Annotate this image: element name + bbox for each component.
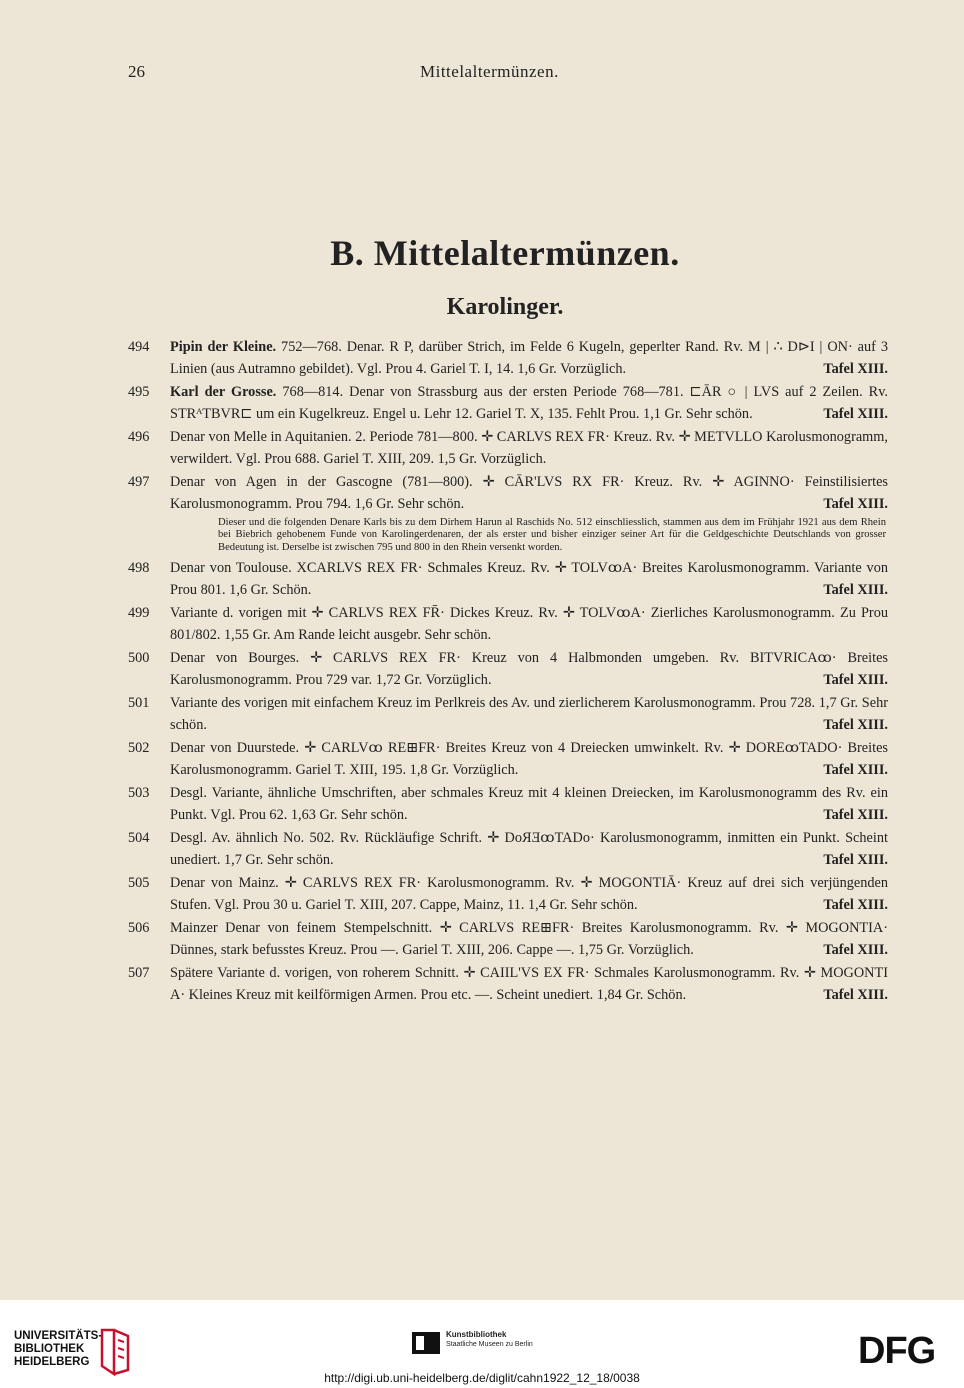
entry-text: Denar von Toulouse. XCARLVS REX FR· Schmales Kreuz. Rv. ✛ TOLVꝏA· Breites Karolusmonogramm. Variante von Prou 801. 1,6 Gr. Schön. bbox=[170, 560, 888, 598]
entry-plate: Tafel XIII. bbox=[823, 671, 888, 688]
running-title: Mittelaltermünzen. bbox=[420, 62, 559, 81]
catalog-entry bbox=[128, 472, 888, 515]
entry-text: Spätere Variante d. vorigen, von roherem Schnitt. ✛ CAIIL'VS EX FR· Schmales Karolusmonogramm. Rv. ✛ MOGONTI A· Kleines Kreuz mit keilförmigen Armen. Prou etc. —. Scheint unediert. 1,84 Gr. Schön. bbox=[170, 965, 888, 1003]
entry-number: 503 bbox=[128, 785, 150, 802]
catalog-entry bbox=[128, 918, 888, 961]
section-subtitle: Karolinger. bbox=[446, 294, 564, 320]
entry-heading: Pipin der Kleine. bbox=[170, 339, 277, 355]
dfg-logo: DFG bbox=[858, 1330, 936, 1372]
catalog-entry bbox=[128, 558, 888, 601]
catalog-entry bbox=[128, 828, 888, 871]
page-number: 26 bbox=[128, 62, 145, 81]
entry-number: 501 bbox=[128, 695, 150, 712]
entry-number: 507 bbox=[128, 965, 150, 982]
entry-text: Variante des vorigen mit einfachem Kreuz im Perlkreis des Av. und zierlicherem Karolusmonogramm. Prou 728. 1,7 Gr. Sehr schön. bbox=[170, 695, 888, 733]
entry-number: 504 bbox=[128, 830, 150, 847]
entry-plate: Tafel XIII. bbox=[823, 761, 888, 778]
entry-number: 499 bbox=[128, 605, 150, 622]
ub-line: BIBLIOTHEK bbox=[14, 1343, 85, 1355]
entry-number: 505 bbox=[128, 875, 150, 892]
catalog-entry bbox=[128, 648, 888, 691]
entry-text: Denar von Mainz. ✛ CARLVS REX FR· Karolusmonogramm. Rv. ✛ MOGONTIĀ· Kreuz auf drei sich verjüngenden Stufen. Vgl. Prou 30 u. Gariel T. XIII, 207. Cappe, Mainz, 11. 1,4 Gr. Sehr schön. bbox=[170, 875, 888, 913]
entry-number: 498 bbox=[128, 560, 150, 577]
catalog-entry bbox=[128, 427, 888, 470]
catalog-entry bbox=[128, 382, 888, 425]
catalog-entry bbox=[128, 963, 888, 1006]
entry-plate: Tafel XIII. bbox=[823, 896, 888, 913]
entry-text: Mainzer Denar von feinem Stempelschnitt. ✛ CARLVS RE⊞FR· Breites Karolusmonogramm. Rv. ✛ MOGONTIA· Dünnes, stark befusstes Kreuz. Prou —. Gariel T. XIII, 206. Cappe —. 1,75 Gr. Vorzüglich. bbox=[170, 920, 888, 958]
entry-text: 752—768. Denar. R P, darüber Strich, im Felde 6 Kugeln, geperlter Rand. Rv. M | ∴ D⊳I | ON· auf 3 Linien (aus Autramno gebildet). Vgl. Prou 4. Gariel T. I, 14. 1,6 Gr. Vorzüglich. bbox=[170, 339, 888, 377]
catalog-entry bbox=[128, 337, 888, 380]
entry-text: Denar von Melle in Aquitanien. 2. Periode 781—800. ✛ CARLVS REX FR· Kreuz. Rv. ✛ METVLLO Karolusmonogramm, verwildert. Vgl. Prou 688. Gariel T. XIII, 209. 1,5 Gr. Vorzüglich. bbox=[170, 429, 888, 467]
entry-plate: Tafel XIII. bbox=[823, 716, 888, 733]
entry-plate: Tafel XIII. bbox=[823, 495, 888, 512]
entry-plate: Tafel XIII. bbox=[823, 360, 888, 377]
catalog-entry bbox=[128, 693, 888, 736]
footer-bar bbox=[0, 1300, 964, 1388]
ub-line: UNIVERSITÄTS- bbox=[14, 1330, 103, 1342]
catalog-entries bbox=[128, 337, 888, 1006]
kunstbibliothek-name: Kunstbibliothek bbox=[446, 1330, 507, 1339]
entry-number: 496 bbox=[128, 429, 150, 445]
entry-plate: Tafel XIII. bbox=[823, 986, 888, 1003]
entry-text: 768—814. Denar von Strassburg aus der ersten Periode 768—781. ⊏ĀR ○ | LVS auf 2 Zeilen. Rv. STRᴬTBVR⊏ um ein Kugelkreuz. Engel u. Lehr 12. Gariel T. X, 135. Fehlt Prou. 1,1 Gr. Sehr schön. bbox=[170, 384, 888, 422]
footnote: Dieser und die folgenden Denare Karls bis zu dem Dirhem Harun al Raschids No. 512 einschliesslich, stammen aus dem im Frühjahr 1921 aus dem Rhein bei Biebrich gehobenem Funde von Karolingerdenaren, der als erster und bisher einziger seiner Art für die Geldgeschichte Deutschlands von grosser Bedeutung ist. Derselbe ist zwischen 795 und 800 in den Rhein versenkt worden. bbox=[218, 517, 886, 553]
entry-text: Denar von Duurstede. ✛ CARLVꝏ RE⊞FR· Breites Kreuz von 4 Dreiecken umwinkelt. Rv. ✛ DOREꝏTADO· Breites Karolusmonogramm. Gariel T. XIII, 195. 1,8 Gr. Vorzüglich. bbox=[170, 740, 888, 778]
catalog-entry bbox=[128, 783, 888, 826]
entry-plate: Tafel XIII. bbox=[823, 581, 888, 598]
entry-text: Denar von Agen in der Gascogne (781—800). ✛ CĀR'LVS RX FR· Kreuz. Rv. ✛ AGINNO· Feinstilisiertes Karolusmonogramm. Prou 794. 1,6 Gr. Sehr schön. bbox=[170, 474, 888, 512]
entry-plate: Tafel XIII. bbox=[823, 405, 888, 422]
catalog-entry bbox=[128, 603, 888, 646]
entry-number: 494 bbox=[128, 339, 150, 355]
university-library-label bbox=[14, 1330, 102, 1369]
catalog-entry bbox=[128, 873, 888, 916]
kunstbibliothek-sub: Staatliche Museen zu Berlin bbox=[446, 1341, 533, 1348]
entry-number: 497 bbox=[128, 474, 150, 490]
entry-number: 495 bbox=[128, 384, 150, 400]
entry-number: 506 bbox=[128, 920, 150, 937]
entry-text: Desgl. Av. ähnlich No. 502. Rv. Rückläufige Schrift. ✛ DoЯƎꝏTADo· Karolusmonogramm, inmitten ein Punkt. Scheint unediert. 1,7 Gr. Sehr schön. bbox=[170, 830, 888, 868]
entry-text: Variante d. vorigen mit ✛ CARLVS REX FR̄· Dickes Kreuz. Rv. ✛ TOLVꝏA· Zierliches Karolusmonogramm. Zu Prou 801/802. 1,55 Gr. Am Rande leicht ausgebr. Sehr schön. bbox=[170, 605, 888, 643]
entry-number: 500 bbox=[128, 650, 150, 667]
page-header bbox=[128, 62, 888, 86]
entry-plate: Tafel XIII. bbox=[823, 806, 888, 823]
entry-plate: Tafel XIII. bbox=[823, 851, 888, 868]
catalog-entry bbox=[128, 738, 888, 781]
ub-line: HEIDELBERG bbox=[14, 1356, 90, 1368]
source-url[interactable]: http://digi.ub.uni-heidelberg.de/diglit/cahn1922_12_18/0038 bbox=[324, 1371, 640, 1385]
entry-text: Denar von Bourges. ✛ CARLVS REX FR· Kreuz von 4 Halbmonden umgeben. Rv. BITVRICAꝏ· Breites Karolusmonogramm. Prou 729 var. 1,72 Gr. Vorzüglich. bbox=[170, 650, 888, 688]
section-title: B. Mittelaltermünzen. bbox=[330, 233, 680, 273]
kunstbibliothek-logo-icon bbox=[412, 1332, 440, 1354]
entry-number: 502 bbox=[128, 740, 150, 757]
entry-plate: Tafel XIII. bbox=[823, 941, 888, 958]
entry-heading: Karl der Grosse. bbox=[170, 384, 277, 400]
entry-text: Desgl. Variante, ähnliche Umschriften, aber schmales Kreuz mit 4 kleinen Dreiecken, im Karolusmonogramm des Rv. ein Punkt. Vgl. Prou 62. 1,63 Gr. Sehr schön. bbox=[170, 785, 888, 823]
